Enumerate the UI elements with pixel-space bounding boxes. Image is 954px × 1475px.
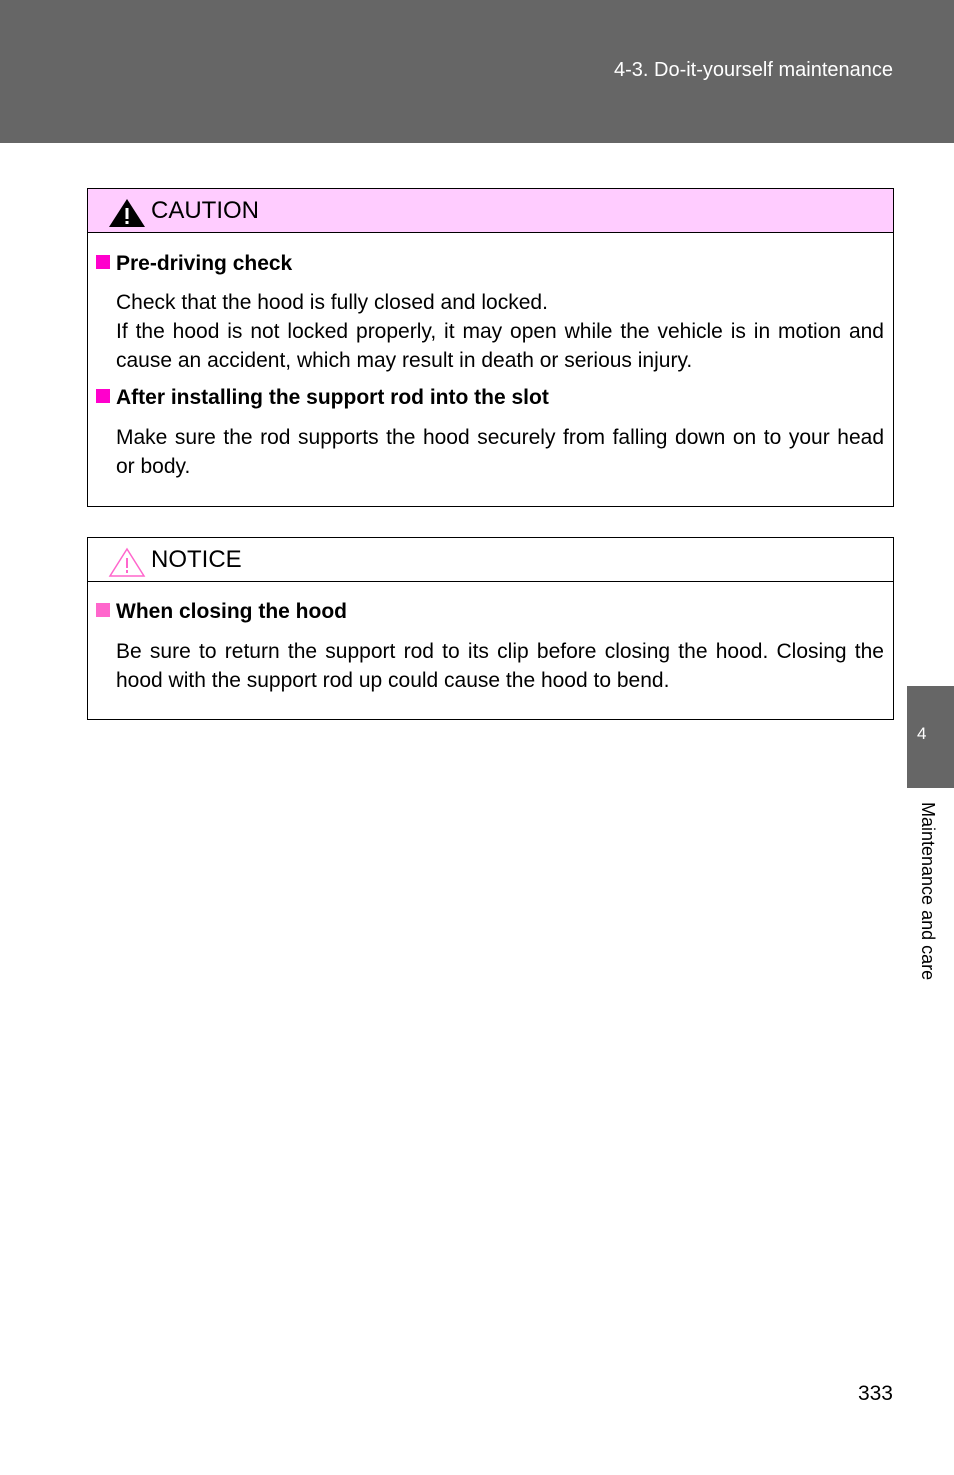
caution-item-text [116,288,884,375]
square-bullet-icon [96,389,110,403]
warning-triangle-filled-icon [108,198,146,228]
caution-title: CAUTION [151,197,259,224]
caution-item-heading: Pre-driving check [96,252,292,276]
caution-box [87,188,894,507]
page-number: 333 [857,1382,893,1405]
chapter-number: 4 [917,724,927,743]
notice-item-text [116,637,884,695]
chapter-title: Maintenance and care [918,802,938,981]
notice-header [88,538,893,582]
warning-triangle-outline-icon [108,547,146,577]
chapter-tab [907,686,954,788]
notice-box [87,537,894,720]
text-line: If the hood is not locked properly, it may open while the vehicle is in motion and cause an accident, which may result in death or serious injury. [116,320,884,372]
notice-title: NOTICE [151,546,242,573]
text-line: Check that the hood is fully closed and locked. [116,291,548,314]
section-title: 4-3. Do-it-yourself maintenance [613,59,893,81]
text-line: Make sure the rod supports the hood securely from falling down on to your head or body. [116,426,884,478]
notice-item-heading: When closing the hood [96,600,347,624]
caution-item-text [116,423,884,481]
square-bullet-icon [96,603,110,617]
caution-item-heading: After installing the support rod into the slot [96,386,549,410]
text-line: Be sure to return the support rod to its clip before closing the hood. Closing the hood with the support rod up could cause the hood to bend. [116,640,884,692]
caution-header [88,189,893,233]
square-bullet-icon [96,255,110,269]
